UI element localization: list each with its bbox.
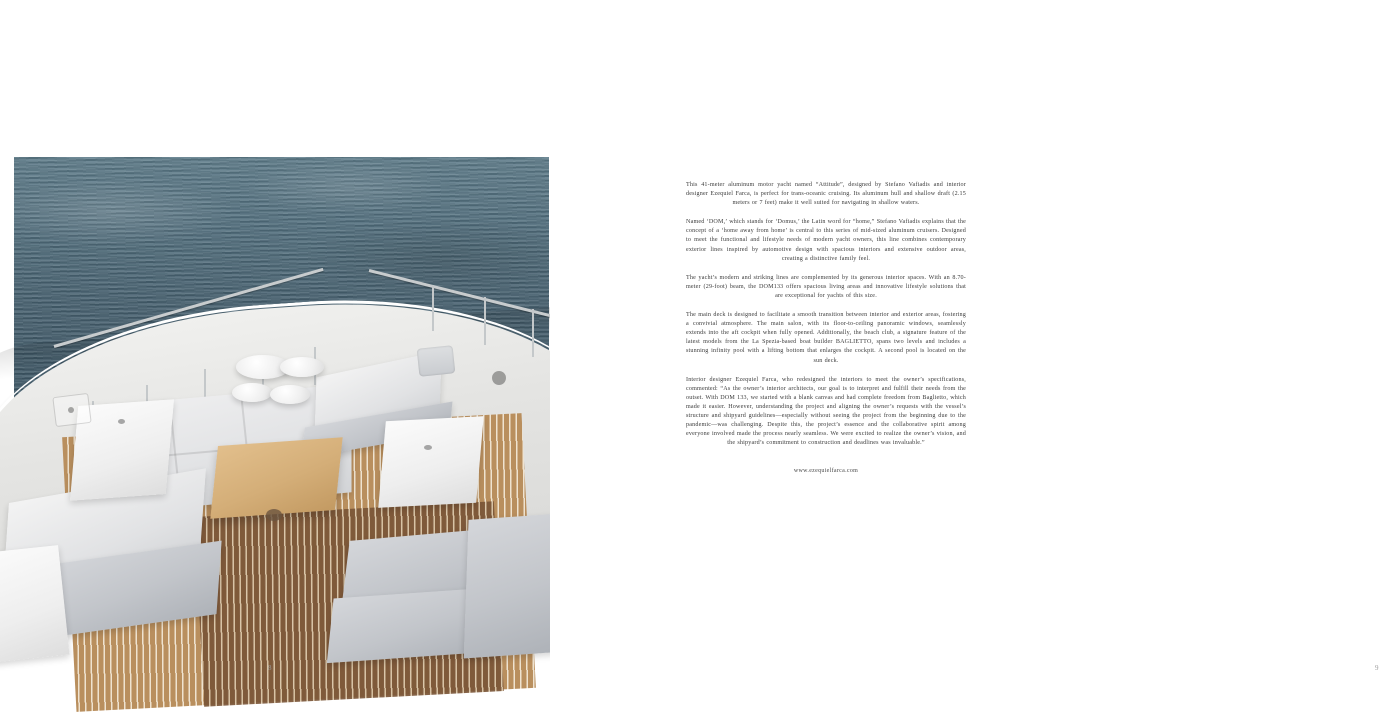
railing-stanchion (532, 309, 534, 357)
console-fitting (424, 445, 432, 450)
page-number-left: 8 (268, 664, 272, 672)
module-fitting (118, 419, 125, 424)
deck-hatch-latch (68, 407, 74, 413)
body-paragraph: The main deck is designed to facilitate a smooth transition between interior and exterior areas, fostering a convivial atmosphere. The main salon, with its floor-to-ceiling panoramic windows, seamlessly extends into the aft cockpit when fully opened. Additionally, the beach club, a signature feature of the latest models from the La Spezia-based boat builder BAGLIETTO, spans two levels and includes a stunning infinity pool with a lifting bottom that enlarges the cockpit. A second pool is located on the sun deck. (686, 312, 966, 364)
railing-stanchion (432, 285, 434, 331)
starboard-sofa-end (464, 513, 561, 658)
left-page (0, 0, 550, 686)
bulwark-vent (492, 371, 506, 385)
body-paragraph: The yacht’s modern and striking lines are complemented by its generous interior spaces. With an 8.70-meter (29-foot) beam, the DOM133 offers spacious living areas and innovative lifestyle solutions that are exceptional for yachts of this size. (686, 274, 966, 299)
body-paragraph: This 41-meter aluminum motor yacht named “Attitude”, designed by Stefano Vafiadis and interior designer Ezequiel Farca, is perfect for trans-oceanic cruising. Its aluminum hull and shallow draft (2.15 meters or 7 feet) make it well suited for navigating in shallow waters. (686, 182, 966, 207)
right-page (550, 0, 1379, 686)
table-pedestal (266, 509, 282, 521)
wooden-dining-table (210, 437, 342, 518)
page-number-right: 9 (1375, 664, 1379, 672)
article-text-column (686, 181, 966, 474)
yacht-foredeck-photo (14, 157, 549, 538)
round-side-table (270, 385, 310, 404)
body-paragraph: Interior designer Ezequiel Farca, who redesigned the interiors to meet the owner’s specifications, commented: “As the owner’s interior architects, our goal is to interpret and fulfill their needs from the outset. With DOM 133, we started with a blank canvas and had complete freedom from Baglietto, which made it easier. However, understanding the project and aligning the owner’s requests with the vessel’s structure and shipyard guidelines—especially without seeing the project from the beginning due to the pandemic—was challenging. Despite this, the project’s essence and the collaborative spirit among everyone involved made the process nearly seamless. We were excited to realize the owner’s vision, and the shipyard’s commitment to construction and deadlines was invaluable.” (686, 376, 966, 447)
round-side-table (232, 383, 272, 402)
designer-website-link[interactable]: www.ezequielfarca.com (793, 468, 859, 475)
railing-stanchion (484, 297, 486, 345)
round-side-table (280, 357, 324, 377)
console-block (378, 416, 483, 508)
port-sofa-armrest (0, 545, 70, 663)
bulwark-access-panel (417, 345, 456, 377)
body-paragraph: Named ‘DOM,’ which stands for ‘Domus,’ the Latin word for “home,” Stefano Vafiadis explains that the concept of a ‘home away from home’ is central to this series of mid-sized aluminum cruisers. Designed to meet the functional and lifestyle needs of modern yacht owners, this line combines contemporary exterior lines inspired by automotive design with spacious interiors and extensive outdoor areas, creating a distinctive family feel. (686, 219, 966, 262)
